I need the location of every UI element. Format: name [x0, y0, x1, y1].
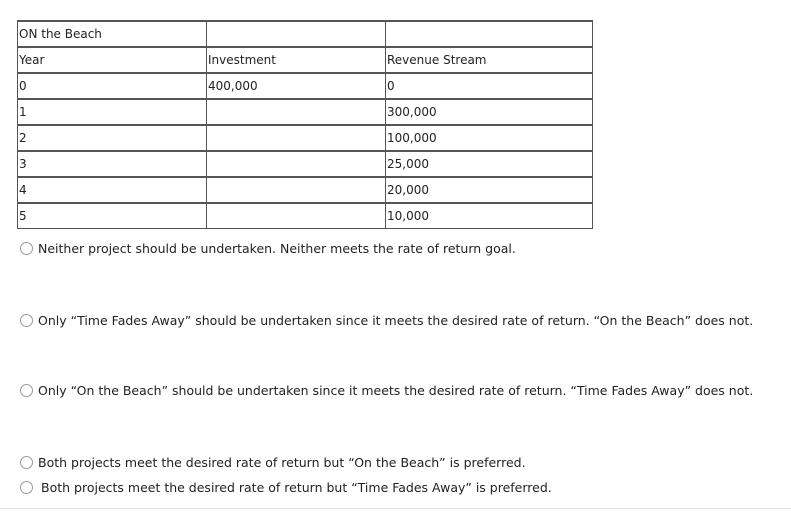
table-row — [18, 99, 593, 125]
header-investment: Investment — [207, 47, 386, 73]
revenue-cell: 100,000 — [386, 125, 593, 151]
revenue-cell: 0 — [386, 73, 593, 99]
investment-cell — [207, 125, 386, 151]
table-title: ON the Beach — [18, 21, 207, 47]
revenue-cell: 300,000 — [386, 99, 593, 125]
answer-option-both-prefer-on-the-beach[interactable] — [20, 455, 526, 470]
option-label: Both projects meet the desired rate of return but “Time Fades Away” is preferred. — [41, 480, 552, 495]
table-cell — [386, 21, 593, 47]
investment-cell — [207, 99, 386, 125]
header-year: Year — [18, 47, 207, 73]
year-cell: 1 — [18, 99, 207, 125]
radio-button[interactable] — [20, 314, 33, 327]
option-label: Both projects meet the desired rate of return but “On the Beach” is preferred. — [38, 455, 526, 470]
cash-flow-table — [17, 20, 593, 229]
answer-option-time-fades-away-only[interactable] — [20, 313, 753, 328]
radio-button[interactable] — [20, 384, 33, 397]
divider — [0, 508, 791, 509]
option-label: Neither project should be undertaken. Neither meets the rate of return goal. — [38, 241, 516, 256]
revenue-cell: 25,000 — [386, 151, 593, 177]
investment-cell — [207, 177, 386, 203]
option-label: Only “On the Beach” should be undertaken since it meets the desired rate of return. “Time Fades Away” does not. — [38, 383, 754, 398]
table-header-row — [18, 47, 593, 73]
radio-button[interactable] — [20, 456, 33, 469]
answer-option-on-the-beach-only[interactable] — [20, 383, 753, 398]
answer-option-both-prefer-time-fades-away[interactable] — [20, 480, 552, 495]
table-cell — [207, 21, 386, 47]
table-row — [18, 151, 593, 177]
revenue-cell: 10,000 — [386, 203, 593, 229]
header-revenue-stream: Revenue Stream — [386, 47, 593, 73]
year-cell: 2 — [18, 125, 207, 151]
radio-button[interactable] — [20, 481, 33, 494]
year-cell: 3 — [18, 151, 207, 177]
table-row — [18, 177, 593, 203]
radio-button[interactable] — [20, 242, 33, 255]
investment-cell — [207, 203, 386, 229]
table-row — [18, 203, 593, 229]
answer-option-neither[interactable] — [20, 241, 516, 256]
year-cell: 4 — [18, 177, 207, 203]
investment-cell — [207, 151, 386, 177]
year-cell: 5 — [18, 203, 207, 229]
table-row — [18, 73, 593, 99]
table-title-row — [18, 21, 593, 47]
investment-cell: 400,000 — [207, 73, 386, 99]
option-label: Only “Time Fades Away” should be undertaken since it meets the desired rate of return. “On the Beach” does not. — [38, 313, 754, 328]
year-cell: 0 — [18, 73, 207, 99]
revenue-cell: 20,000 — [386, 177, 593, 203]
table-row — [18, 125, 593, 151]
